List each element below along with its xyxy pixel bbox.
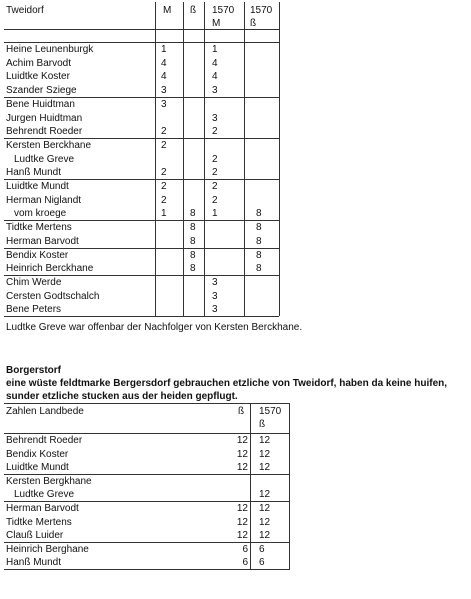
grid-hline: [4, 433, 289, 434]
row2-name: Herman Barvodt: [6, 503, 79, 514]
header-1570-s: 1570: [250, 5, 273, 16]
row-1570-m: 3: [212, 304, 218, 316]
header-village: Tweidorf: [6, 5, 44, 16]
row-name: Heinrich Berckhane: [6, 263, 94, 275]
row2-name: Tidtke Mertens: [6, 516, 72, 528]
row2-name: Ludtke Greve: [14, 489, 75, 501]
row-name: Jurgen Huidtman: [6, 112, 83, 124]
row-s: 8: [190, 249, 196, 261]
header-s2: ß: [238, 406, 245, 417]
grid-vline: [204, 2, 205, 316]
section-desc-1: eine wüste feldtmarke Bergersdorf gebrauchen etzliche von Tweidorf, haben da keine huifen,: [6, 378, 448, 389]
row-name: Bene Peters: [6, 304, 62, 316]
row-s: 8: [190, 235, 196, 247]
row-1570-s: 8: [256, 235, 262, 247]
row-m: 2: [161, 167, 167, 179]
grid-vline: [244, 2, 245, 316]
header-1570-m-sub: M: [212, 18, 221, 29]
row-s: 8: [190, 222, 196, 234]
header-m: M: [163, 5, 172, 16]
grid-vline: [289, 403, 290, 570]
row2-name: Hanß Mundt: [6, 557, 62, 569]
row-1570-m: 2: [212, 153, 218, 165]
row-1570-m: 2: [212, 181, 218, 192]
header-1570-2: 1570: [259, 406, 282, 417]
row2-1570: 12: [259, 489, 271, 501]
row-1570-s: 8: [256, 263, 262, 275]
row-m: 1: [161, 44, 167, 55]
row-name: Bendix Koster: [6, 249, 69, 261]
row2-1570: 12: [259, 530, 271, 542]
row-name: Herman Niglandt: [6, 194, 82, 206]
row-1570-s: 8: [256, 222, 262, 234]
grid-hline: [4, 179, 279, 180]
row-m: 2: [161, 126, 167, 138]
row2-1570: 12: [259, 448, 271, 460]
row2-name: Bendix Koster: [6, 448, 69, 460]
row-1570-m: 3: [212, 112, 218, 124]
row-m: 2: [161, 194, 167, 206]
row-1570-m: 3: [212, 85, 218, 97]
row-name: Herman Barvodt: [6, 235, 79, 247]
row2-1570: 12: [259, 503, 271, 514]
row2-s: 12: [236, 462, 248, 474]
row-m: 2: [161, 139, 167, 151]
row2-1570: 6: [259, 543, 265, 555]
row-name: Cersten Godtschalch: [6, 290, 100, 302]
row2-s: 12: [236, 448, 248, 460]
grid-hline: [4, 29, 279, 30]
grid-hline: [4, 220, 279, 221]
note-text: Ludtke Greve war offenbar der Nachfolger von Kersten Berckhane.: [6, 322, 303, 333]
row2-1570: 12: [259, 462, 271, 474]
grid-hline: [4, 97, 279, 98]
row-name: Kersten Berckhane: [6, 139, 92, 151]
row-1570-s: 8: [256, 249, 262, 261]
grid-hline: [4, 501, 289, 502]
row2-1570: 12: [259, 435, 271, 446]
row2-name: Luidtke Mundt: [6, 462, 69, 474]
section-desc-2: sunder etzliche stucken aus der heiden gepflugt.: [6, 391, 238, 402]
row2-name: Behrendt Roeder: [6, 435, 83, 446]
grid-vline: [250, 403, 251, 570]
row-name: Luidtke Mundt: [6, 181, 69, 192]
row-1570-m: 4: [212, 57, 218, 69]
row-name: Hanß Mundt: [6, 167, 62, 179]
row-1570-m: 2: [212, 194, 218, 206]
row-1570-m: 1: [212, 208, 218, 220]
row-name: Chim Werde: [6, 276, 62, 288]
row-m: 3: [161, 85, 167, 97]
grid-hline: [4, 403, 289, 404]
row-1570-m: 3: [212, 276, 218, 288]
header-s: ß: [190, 5, 197, 16]
grid-hline: [4, 248, 279, 249]
grid-vline: [279, 2, 280, 316]
row-name: Ludtke Greve: [14, 153, 75, 165]
row-1570-m: 2: [212, 126, 218, 138]
row-name: Luidtke Koster: [6, 71, 70, 83]
row2-s: 6: [242, 543, 248, 555]
grid-hline: [4, 569, 289, 570]
header-1570-m: 1570: [212, 5, 235, 16]
grid-vline: [183, 2, 184, 316]
row-1570-m: 2: [212, 167, 218, 179]
row2-s: 12: [236, 503, 248, 514]
row-s: 8: [190, 208, 196, 220]
grid-hline: [4, 316, 279, 317]
row2-name: Kersten Bergkhane: [6, 475, 92, 487]
row2-name: Heinrich Berghane: [6, 543, 89, 555]
header-1570-s-sub: ß: [250, 18, 257, 29]
row-name: vom kroege: [14, 208, 67, 220]
grid-hline: [4, 542, 289, 543]
row-1570-m: 1: [212, 44, 218, 55]
grid-hline: [4, 474, 289, 475]
row2-1570: 12: [259, 516, 271, 528]
section-title: Borgerstorf: [6, 365, 62, 376]
row-m: 4: [161, 57, 167, 69]
row-name: Heine Leunenburgk: [6, 44, 94, 55]
row-m: 4: [161, 71, 167, 83]
grid-hline: [4, 275, 279, 276]
row2-s: 6: [242, 557, 248, 569]
row-name: Behrendt Roeder: [6, 126, 83, 138]
grid-hline: [4, 138, 279, 139]
row2-s: 12: [236, 516, 248, 528]
row-m: 1: [161, 208, 167, 220]
row-name: Achim Barvodt: [6, 57, 72, 69]
row-1570-m: 3: [212, 290, 218, 302]
row2-1570: 6: [259, 557, 265, 569]
header-zahlen: Zahlen Landbede: [6, 406, 84, 417]
row-1570-m: 4: [212, 71, 218, 83]
header-1570-2-sub: ß: [259, 419, 266, 430]
row2-s: 12: [236, 530, 248, 542]
grid-hline: [4, 42, 279, 43]
row-s: 8: [190, 263, 196, 275]
row2-s: 12: [236, 435, 248, 446]
row-name: Bene Huidtman: [6, 98, 75, 110]
row-1570-s: 8: [256, 208, 262, 220]
row-m: 2: [161, 181, 167, 192]
row-m: 3: [161, 98, 167, 110]
row-name: Tidtke Mertens: [6, 222, 72, 234]
row2-name: Clauß Luider: [6, 530, 64, 542]
grid-vline: [155, 2, 156, 316]
row-name: Szander Sziege: [6, 85, 77, 97]
